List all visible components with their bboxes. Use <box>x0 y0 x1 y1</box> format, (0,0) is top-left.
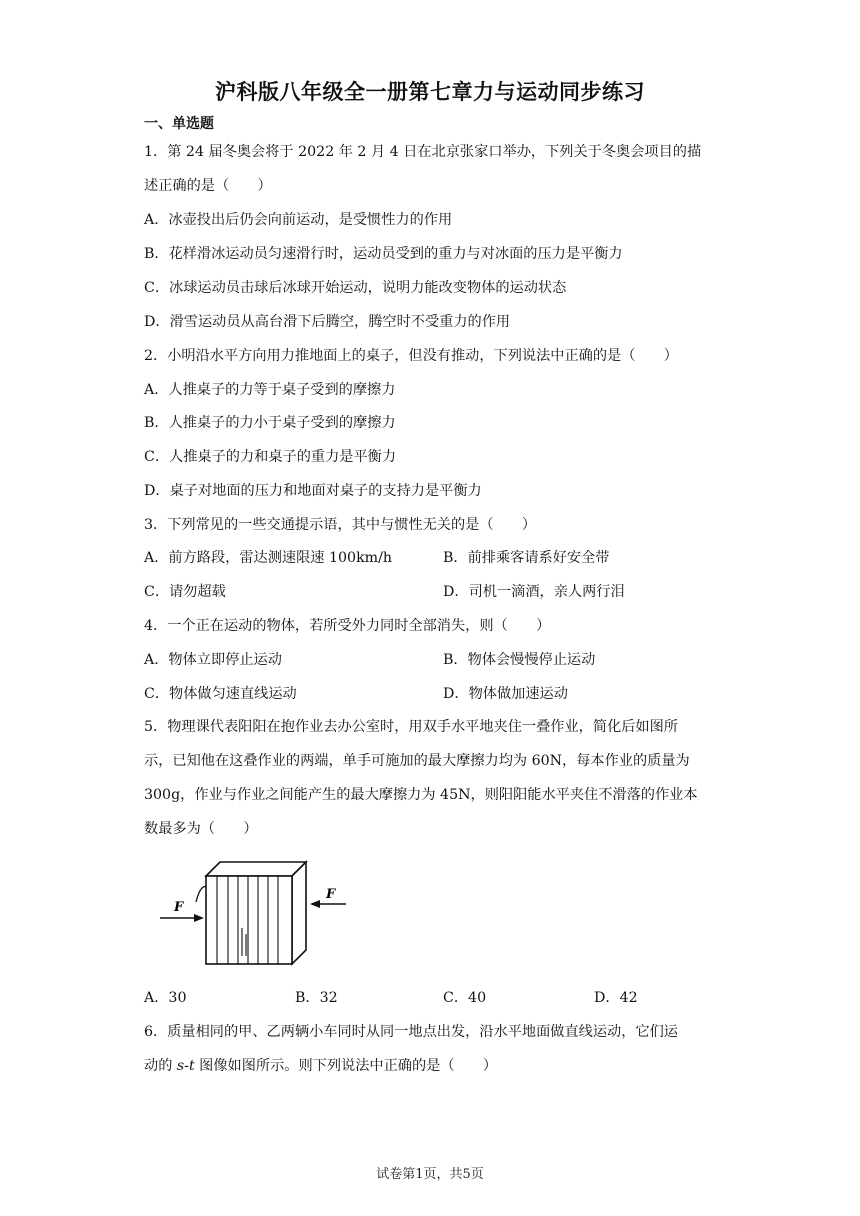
q5-option-c: C．40 <box>443 990 487 1006</box>
stack-front-face <box>206 876 292 964</box>
q2-option-b: B．人推桌子的力小于桌子受到的摩擦力 <box>144 415 396 431</box>
q5-stem-line3: 300g，作业与作业之间能产生的最大摩擦力为 45N，则阳阳能水平夹住不滑落的作业本 <box>144 787 698 803</box>
left-force-label: F <box>174 900 184 915</box>
q1-option-a: A．冰壶投出后仍会向前运动，是受惯性力的作用 <box>144 212 453 228</box>
stack-side-face <box>292 862 306 964</box>
q3-option-a: A．前方路段，雷达测速限速 100km/h <box>144 550 393 566</box>
q3-option-b: B．前排乘客请系好安全带 <box>443 550 610 566</box>
q1-option-b: B．花样滑冰运动员匀速滑行时，运动员受到的重力与对冰面的压力是平衡力 <box>144 246 623 262</box>
q1-option-c: C．冰球运动员击球后冰球开始运动，说明力能改变物体的运动状态 <box>144 280 567 296</box>
q2-option-c: C．人推桌子的力和桌子的重力是平衡力 <box>144 449 397 465</box>
stack-top-face <box>206 862 306 876</box>
q5-option-a: A．30 <box>144 990 187 1006</box>
q3-stem: 3．下列常见的一些交通提示语，其中与惯性无关的是（ ） <box>144 517 537 533</box>
section-heading: 一、单选题 <box>144 116 214 132</box>
q6-stem-line2-post: 图像如图所示。则下列说法中正确的是（ ） <box>194 1058 498 1074</box>
q1-stem-line2: 述正确的是（ ） <box>144 178 272 194</box>
q5-figure-stacked-notebooks <box>156 856 356 968</box>
q5-option-d: D．42 <box>594 990 638 1006</box>
left-arrowhead <box>194 914 204 922</box>
q4-option-d: D．物体做加速运动 <box>443 686 568 702</box>
page-title: 沪科版八年级全一册第七章力与运动同步练习 <box>215 80 645 104</box>
q4-option-c: C．物体做匀速直线运动 <box>144 686 297 702</box>
q6-stem-line2 <box>144 1055 497 1075</box>
q4-option-b: B．物体会慢慢停止运动 <box>443 652 596 668</box>
right-arrowhead <box>310 900 320 908</box>
q5-stem-line2: 示，已知他在这叠作业的两端，单手可施加的最大摩擦力均为 60N，每本作业的质量为 <box>144 753 690 769</box>
q4-option-a: A．物体立即停止运动 <box>144 652 282 668</box>
q4-stem: 4．一个正在运动的物体，若所受外力同时全部消失，则（ ） <box>144 618 551 634</box>
q5-stem-line1: 5．物理课代表阳阳在抱作业去办公室时，用双手水平地夹住一叠作业，简化后如图所 <box>144 719 678 735</box>
page-footer: 试卷第1页，共5页 <box>376 1167 484 1182</box>
q6-st-variable: s-t <box>176 1058 195 1074</box>
q1-stem-line1: 1．第 24 届冬奥会将于 2022 年 2 月 4 日在北京张家口举办，下列关于冬奥会项目的描 <box>144 144 702 160</box>
right-force-label: F <box>326 887 336 902</box>
q2-option-d: D．桌子对地面的压力和地面对桌子的支持力是平衡力 <box>144 483 482 499</box>
q6-stem-line2-pre: 动的 <box>144 1058 177 1074</box>
q6-stem-line1: 6．质量相同的甲、乙两辆小车同时从同一地点出发，沿水平地面做直线运动，它们运 <box>144 1024 678 1040</box>
q5-stem-line4: 数最多为（ ） <box>144 821 258 837</box>
q3-option-c: C．请勿超载 <box>144 584 226 600</box>
q1-option-d: D．滑雪运动员从高台滑下后腾空，腾空时不受重力的作用 <box>144 314 511 330</box>
q5-option-b: B．32 <box>295 990 338 1006</box>
q2-stem: 2．小明沿水平方向用力推地面上的桌子，但没有推动，下列说法中正确的是（ ） <box>144 348 678 364</box>
q3-option-d: D．司机一滴酒，亲人两行泪 <box>443 584 625 600</box>
q2-option-a: A．人推桌子的力等于桌子受到的摩擦力 <box>144 382 396 398</box>
